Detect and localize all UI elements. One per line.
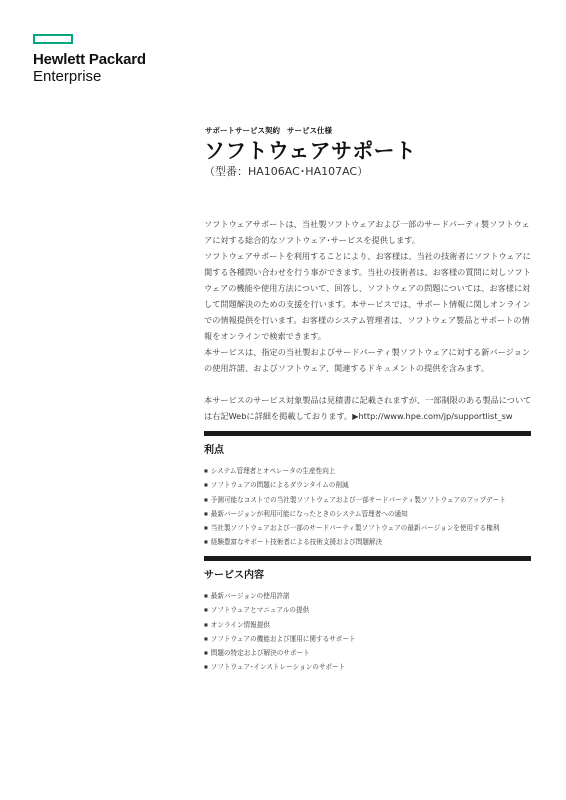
list-item: ■ 当社製ソフトウェアおよび一部のサードパーティ製ソフトウェアの最新バージョンを使用する権利: [204, 521, 531, 535]
services-title: サービス内容: [204, 570, 264, 581]
brand-name-line2: Enterprise: [33, 68, 102, 85]
intro-text: [204, 216, 534, 424]
list-item: ■ 最新バージョンが利用可能になったときのシステム管理者への通知: [204, 507, 531, 521]
list-item: ■ 予測可能なコストでの当社製ソフトウェアおよび一部サードパーティ製ソフトウェアのアップデート: [204, 493, 531, 507]
section-divider: [204, 556, 531, 561]
page-title: ソフトウェアサポート: [204, 139, 417, 163]
services-section: [204, 556, 531, 675]
section-divider: [204, 431, 531, 436]
intro-paragraph: 本サービスは、指定の当社製およびサードパーティ製ソフトウェアに対する新バージョンの使用許諾、およびソフトウェア、関連するドキュメントの提供を含みます。: [204, 347, 531, 373]
intro-paragraph: 本サービスのサービス対象製品は見積書に記載されますが、一部制限のある製品については右記Webに詳細を掲載しております。▶http://www.hpe.com/jp/supportlist_sw: [204, 395, 532, 421]
list-item: ■ 問題の特定および解決のサポート: [204, 646, 531, 660]
services-list: [204, 589, 531, 675]
benefits-section: [204, 431, 531, 550]
list-item: ■ 経験豊富なサポート技術者による技術支援および問題解決: [204, 535, 531, 549]
list-item: ■ オンライン情報提供: [204, 618, 531, 632]
eyebrow-contract: サポートサービス契約: [205, 126, 280, 135]
list-item: ■ ソフトウェアの機能および運用に関するサポート: [204, 632, 531, 646]
list-item: ■ ソフトウェアとマニュアルの提供: [204, 603, 531, 617]
list-item: ■ ソフトウェア･インストレーションのサポート: [204, 660, 531, 674]
list-item: ■ ソフトウェアの問題によるダウンタイムの削減: [204, 478, 531, 492]
page-subtitle: （型番：HA106AC･HA107AC）: [204, 165, 369, 178]
brand-name-line1: Hewlett Packard: [33, 51, 146, 68]
list-item: ■ システム管理者とオペレータの生産性向上: [204, 464, 531, 478]
intro-paragraph: ソフトウェアサポートは、当社製ソフトウェアおよび一部のサードパーティ製ソフトウェアに対する総合的なソフトウェア･サービスを提供します。: [204, 219, 530, 245]
intro-paragraph: ソフトウェアサポートを利用することにより、お客様は、当社の技術者にソフトウェアに関する各種問い合わせを行う事ができます。当社の技術者は、お客様の質問に対しソフトウェアの機能や使用方法について、回答し、ソフトウェアの問題については、お客様に対して問題解決のための支援を行います。本サービスでは、サポート情報に関しオンラインでの情報提供を行います。お客様のシステム管理者は、ソフトウェア製品とサポートの情報をオンラインで検索できます。: [204, 251, 531, 341]
hpe-logo-bar-icon: [33, 34, 73, 44]
benefits-list: [204, 464, 531, 550]
benefits-title: 利点: [204, 445, 224, 456]
eyebrow-spec: サービス仕様: [287, 126, 332, 135]
list-item: ■ 最新バージョンの使用許諾: [204, 589, 531, 603]
